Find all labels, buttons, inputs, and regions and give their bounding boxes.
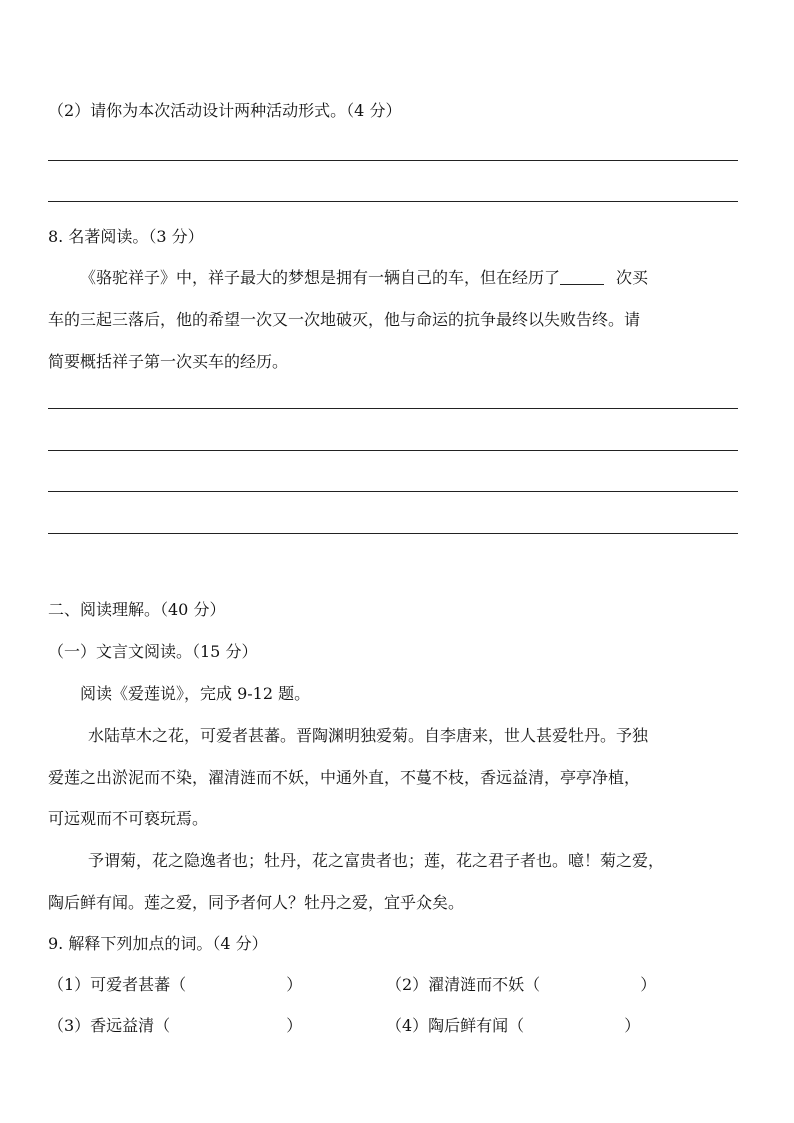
q9-item-label: （3）香远益清（ [48, 1016, 171, 1035]
q9-title: 9. 解释下列加点的词。（4 分） [48, 934, 268, 953]
passage-line-4: 予谓菊，花之隐逸者也；牡丹，花之富贵者也；莲，花之君子者也。噫！菊之爱， [88, 851, 665, 870]
q9-item-label: （1）可爱者甚蕃（ [48, 975, 187, 994]
q9-item-close: ） [286, 975, 303, 994]
q8-title: 8. 名著阅读。（3 分） [48, 227, 204, 246]
answer-line[interactable] [48, 160, 738, 161]
passage-line-1: 水陆草木之花，可爱者甚蕃。晋陶渊明独爱菊。自李唐来，世人甚爱牡丹。予独 [88, 726, 649, 745]
q9-item-1 [48, 975, 302, 995]
reading-instruction: 阅读《爱莲说》，完成 9-12 题。 [80, 684, 311, 703]
passage-line-3: 可远观而不可亵玩焉。 [48, 809, 209, 828]
q7-sub2-prompt: （2）请你为本次活动设计两种活动形式。（4 分） [48, 101, 402, 120]
passage-line-2: 爱莲之出淤泥而不染，濯清涟而不妖，中通外直，不蔓不枝，香远益清，亭亭净植， [48, 768, 641, 787]
q8-paragraph-line-1 [80, 268, 648, 288]
passage-line-5: 陶后鲜有闻。莲之爱，同予者何人？牡丹之爱，宜乎众矣。 [48, 893, 465, 912]
answer-line[interactable] [48, 450, 738, 451]
q9-item-close: ） [624, 1016, 641, 1035]
q9-item-close: ） [286, 1016, 303, 1035]
answer-line[interactable] [48, 201, 738, 202]
q8-text-a: 《骆驼祥子》中，祥子最大的梦想是拥有一辆自己的车，但在经历了 [80, 268, 561, 287]
fill-blank[interactable] [560, 268, 604, 285]
q9-item-4 [386, 1016, 640, 1036]
q9-item-2 [386, 975, 656, 995]
section2-sub1-title: （一）文言文阅读。（15 分） [48, 642, 258, 661]
answer-line[interactable] [48, 408, 738, 409]
q8-text-b: 次买 [616, 268, 649, 287]
q8-paragraph-line-2: 车的三起三落后，他的希望一次又一次地破灭，他与命运的抗争最终以失败告终。请 [48, 310, 641, 329]
section2-title: 二、阅读理解。（40 分） [48, 600, 226, 619]
q9-item-label: （2）濯清涟而不妖（ [386, 975, 541, 994]
q9-item-label: （4）陶后鲜有闻（ [386, 1016, 525, 1035]
answer-line[interactable] [48, 491, 738, 492]
q8-paragraph-line-3: 简要概括祥子第一次买车的经历。 [48, 352, 289, 371]
answer-line[interactable] [48, 533, 738, 534]
q9-item-3 [48, 1016, 302, 1036]
q9-item-close: ） [640, 975, 657, 994]
